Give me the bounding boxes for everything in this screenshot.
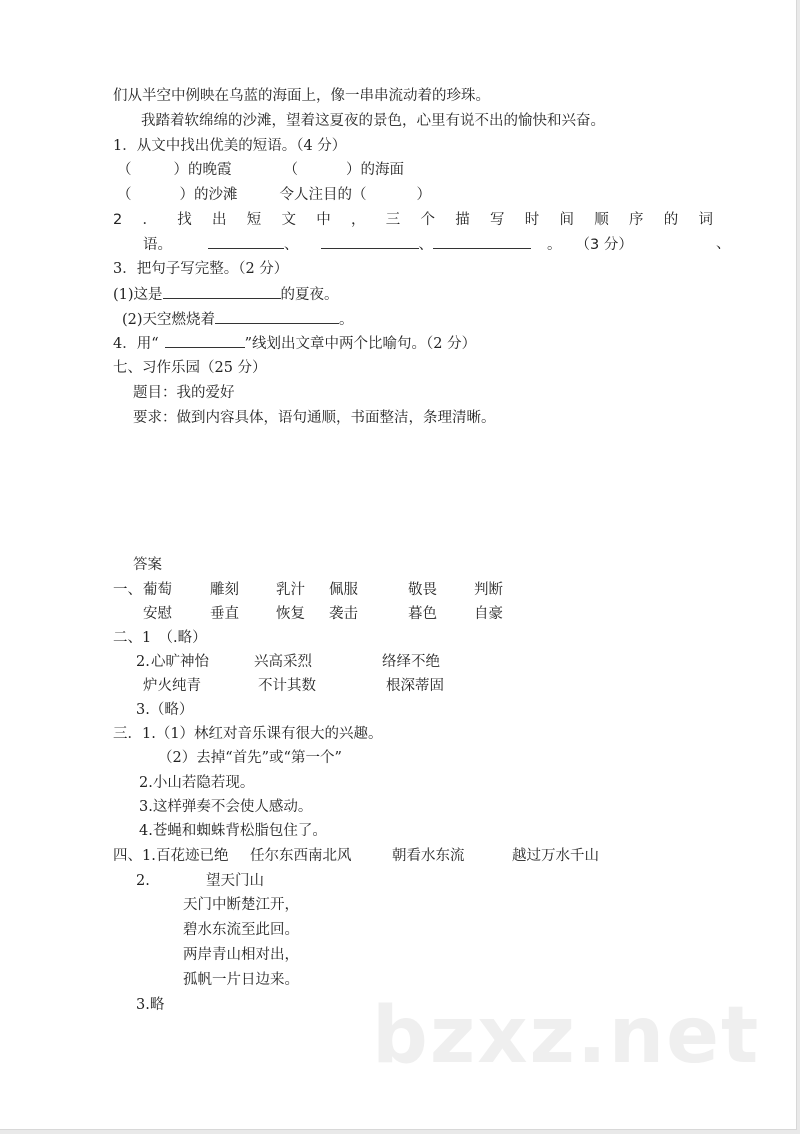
answer-word: 判断	[474, 582, 503, 598]
answer-blank[interactable]	[163, 284, 281, 299]
poem-title: 望天门山	[206, 873, 264, 889]
poem-line-1: 天门中断楚江开，	[183, 897, 299, 913]
answers-section-1-label: 一、	[113, 582, 142, 598]
bracket-open: （	[117, 162, 132, 178]
answers-section-3-item-3: 3.这样弹奏不会使人感动。	[139, 799, 313, 815]
poem-line-2: 碧水东流至此回。	[183, 922, 299, 938]
bracket-open: （	[283, 162, 298, 178]
answer-blank-1[interactable]	[208, 234, 284, 249]
answer-idiom: 心旷神怡	[151, 654, 209, 670]
watermark: bzxz.net	[372, 991, 761, 1081]
answer-word: 安慰	[143, 606, 172, 622]
question-3-sentence-2: (2)天空燃烧着 。	[122, 309, 354, 330]
answer-blank[interactable]	[215, 309, 339, 324]
composition-title: 七、习作乐园（25 分）	[113, 360, 267, 376]
phrase-wanxia: ）的晚霞	[173, 162, 232, 178]
answer-idiom: 根深蒂固	[386, 678, 444, 694]
answer-word: 袭击	[329, 606, 358, 622]
question-1-row-2: （ ）的沙滩 令人注目的（ ）	[117, 187, 431, 203]
underline-sample	[165, 333, 245, 348]
answer-word: 乳汁	[276, 582, 305, 598]
answer-idiom: 兴高采烈	[254, 654, 312, 670]
composition-topic: 题目：我的爱好	[133, 385, 235, 401]
answer-word: 葡萄	[143, 582, 172, 598]
answers-section-3-item-4: 4.苍蝇和蜘蛛背松脂包住了。	[139, 823, 327, 839]
answers-section-3-item-2: 2.小山若隐若现。	[139, 775, 255, 791]
question-1-title: 1．从文中找出优美的短语。（4 分）	[113, 138, 347, 154]
answer-poem-line: 任尔东西南北风	[250, 848, 352, 864]
question-1-row-1	[117, 160, 404, 180]
answer-poem-line: 越过万水千山	[512, 848, 599, 864]
answers-section-3-item-1b: （2）去掉“首先”或“第一个”	[158, 750, 342, 766]
phrase-haimian: ）的海面	[346, 162, 404, 178]
poem-line-4: 孤帆一片日边来。	[183, 972, 299, 988]
question-2-trailing-mark: 、	[716, 236, 731, 252]
answer-idiom: 络绎不绝	[382, 654, 440, 670]
composition-requirement: 要求：做到内容具体，语句通顺，书面整洁，条理清晰。	[133, 410, 496, 426]
question-3-sentence-1: (1)这是 的夏夜。	[113, 284, 339, 305]
bracket-open: （	[117, 187, 132, 203]
answer-word: 恢复	[276, 606, 305, 622]
poem-line-3: 两岸青山相对出，	[183, 947, 299, 963]
answer-poem-line: 百花迹已绝	[156, 848, 229, 864]
answer-blank-2[interactable]	[321, 234, 419, 249]
answers-section-2-item-3: 3.（略）	[136, 702, 194, 718]
question-2-line-2: 语。 、 、 。 （3 分）	[143, 234, 633, 255]
question-2-line-1: 2 ． 找 出 短 文 中 ， 三 个 描 写 时 间 顺 序 的 词	[113, 212, 713, 228]
answer-word: 垂直	[210, 606, 239, 622]
answer-poem-line: 朝看水东流	[392, 848, 465, 864]
question-4: 4．用“ ”线划出文章中两个比喻句。（2 分）	[113, 333, 476, 354]
answers-section-4-item-2-prefix: 2.	[136, 873, 150, 889]
answers-heading: 答案	[133, 557, 162, 573]
answers-section-4-prefix: 四、1.	[113, 848, 156, 864]
answer-blank-3[interactable]	[433, 234, 531, 249]
answer-idiom: 不计其数	[258, 678, 316, 694]
answers-section-2-item-2-prefix: 2.	[136, 654, 150, 670]
answer-word: 雕刻	[210, 582, 239, 598]
answer-word: 敬畏	[408, 582, 437, 598]
answer-word: 自豪	[474, 606, 503, 622]
answers-section-2-item-1: 二、1 （.略）	[113, 630, 207, 646]
score-label: （3 分）	[575, 237, 633, 253]
passage-line-1: 们从半空中例映在乌蓝的海面上，像一串串流动着的珍珠。	[113, 88, 490, 104]
question-3-title: 3．把句子写完整。（2 分）	[113, 261, 289, 277]
phrase-zhumu: 令人注目的（	[279, 187, 367, 203]
answer-word: 暮色	[408, 606, 437, 622]
answers-section-4-item-3: 3.略	[136, 997, 165, 1013]
answer-word: 佩服	[329, 582, 358, 598]
phrase-shatan: ）的沙滩	[179, 187, 238, 203]
answer-idiom: 炉火纯青	[143, 678, 201, 694]
passage-line-2: 我踏着软绵绵的沙滩，望着这夏夜的景色，心里有说不出的愉快和兴奋。	[141, 113, 605, 129]
answers-section-3-item-1a: 三．1.（1）林红对音乐课有很大的兴趣。	[113, 726, 383, 742]
